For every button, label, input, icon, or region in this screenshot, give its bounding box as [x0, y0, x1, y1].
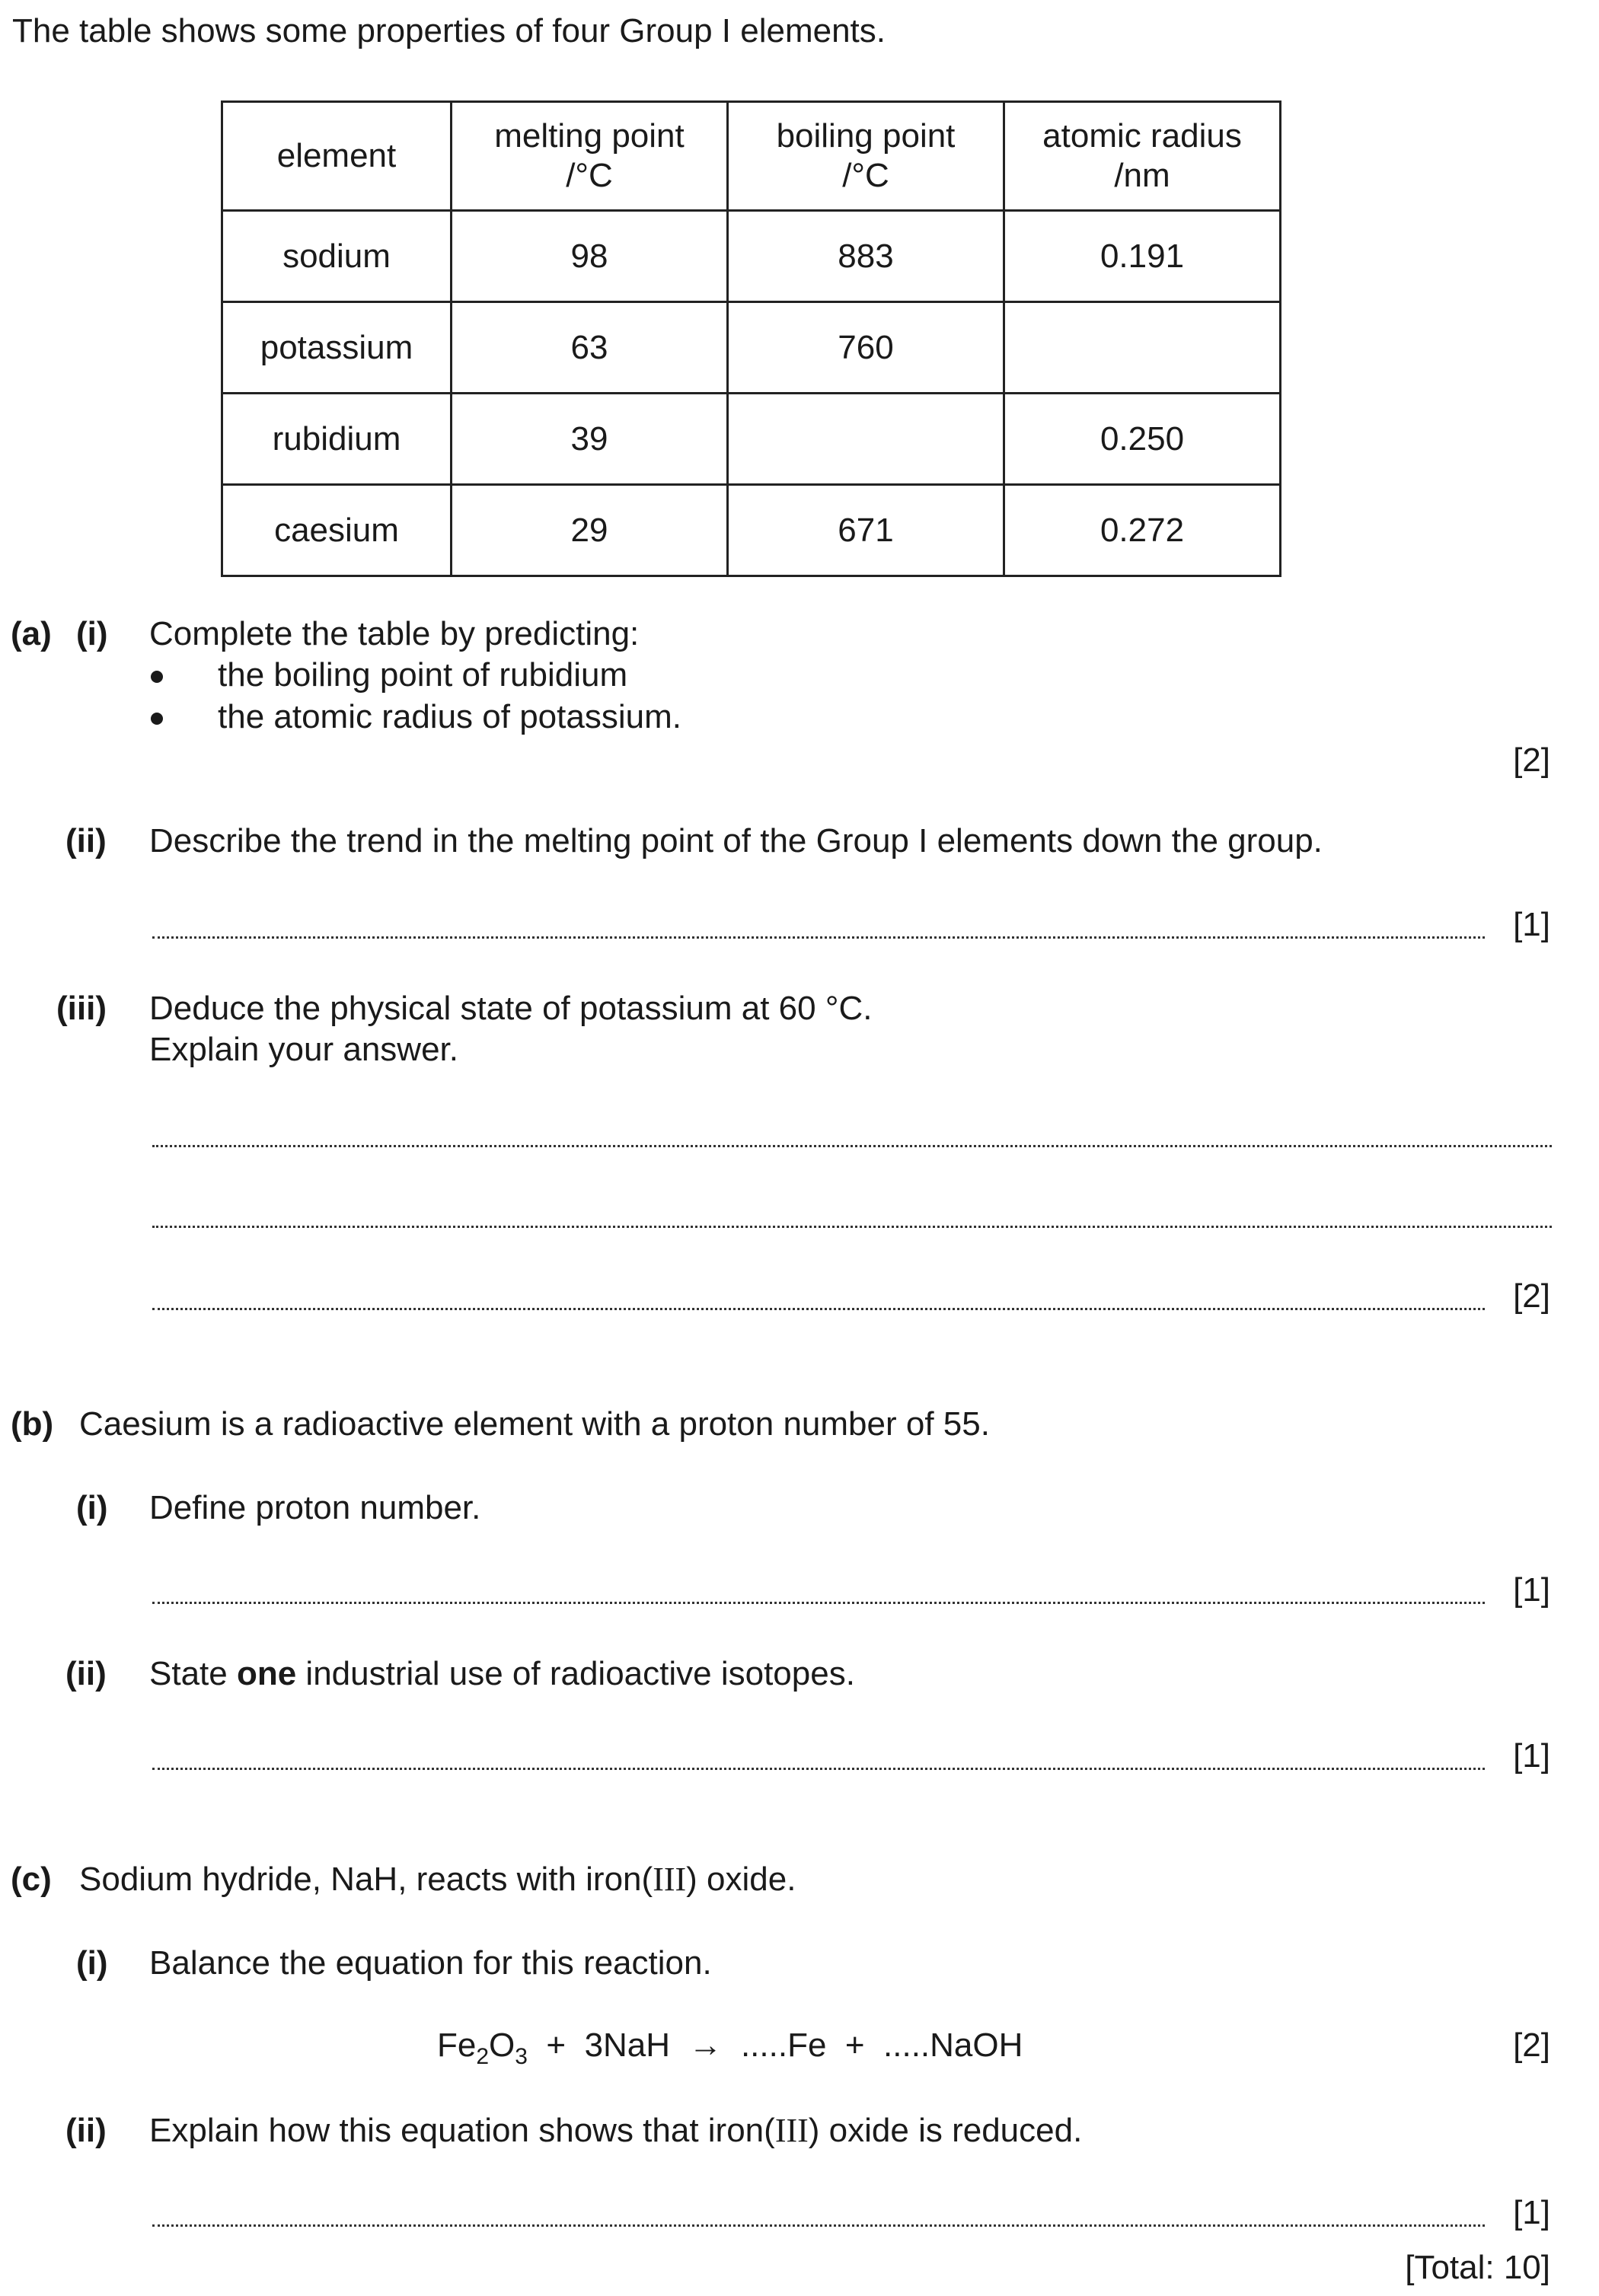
marks: [2]	[1513, 741, 1550, 779]
table-header-row	[222, 102, 1281, 211]
chemical-equation: $Fe_2O_3 + 3NaH \to .....Fe$ + .....NaOH	[437, 2027, 1023, 2069]
part-b-ii-label: (ii)	[65, 1655, 107, 1692]
total-marks: [Total: 10]	[1405, 2249, 1550, 2286]
cell-melting-point: 29	[452, 485, 728, 576]
table-row	[222, 211, 1281, 302]
marks: [2]	[1513, 1277, 1550, 1315]
cell-boiling-point: 760	[728, 302, 1004, 394]
answer-line[interactable]	[152, 1145, 1552, 1147]
answer-line[interactable]	[152, 1602, 1485, 1604]
marks: [1]	[1513, 906, 1550, 943]
cell-atomic-radius: 0.191	[1004, 211, 1281, 302]
bullet-item: the boiling point of rubidium	[218, 656, 628, 694]
bullet-item: the atomic radius of potassium.	[218, 698, 681, 735]
part-b-i-label: (i)	[76, 1489, 108, 1526]
table-row	[222, 394, 1281, 485]
intro-text: The table shows some properties of four Group I elements.	[12, 12, 886, 49]
answer-line[interactable]	[152, 2224, 1485, 2227]
header-atomic-radius: atomic radius /nm	[1004, 102, 1281, 211]
part-c-label: (c)	[11, 1861, 52, 1898]
part-a-ii-label: (ii)	[65, 822, 107, 859]
cell-element: rubidium	[222, 394, 452, 485]
answer-line[interactable]	[152, 1768, 1485, 1770]
part-a-iii-text: Explain your answer.	[149, 1031, 458, 1068]
part-b-text: Caesium is a radioactive element with a proton number of 55.	[79, 1405, 990, 1443]
table-row	[222, 302, 1281, 394]
answer-line[interactable]	[152, 1226, 1552, 1228]
part-b-i-text: Define proton number.	[149, 1489, 481, 1526]
cell-boiling-point: 671	[728, 485, 1004, 576]
header-boiling-point: boiling point /°C	[728, 102, 1004, 211]
cell-element: sodium	[222, 211, 452, 302]
part-b-label: (b)	[11, 1405, 54, 1443]
part-a-label: (a)	[11, 615, 52, 652]
part-a-ii-text: Describe the trend in the melting point of the Group I elements down the group.	[149, 822, 1323, 859]
cell-atomic-radius-blank[interactable]	[1004, 302, 1281, 394]
bullet-icon	[151, 713, 163, 725]
part-a-iii-text: Deduce the physical state of potassium at 60 °C.	[149, 990, 873, 1027]
bullet-icon	[151, 671, 163, 683]
cell-melting-point: 39	[452, 394, 728, 485]
cell-element: caesium	[222, 485, 452, 576]
marks: [1]	[1513, 1737, 1550, 1775]
part-b-ii-text: State one industrial use of radioactive isotopes.	[149, 1655, 855, 1692]
part-c-ii-text: Explain how this equation shows that iron(III) oxide is reduced.	[149, 2112, 1083, 2149]
properties-table	[221, 100, 1281, 577]
cell-boiling-point: 883	[728, 211, 1004, 302]
marks: [1]	[1513, 2194, 1550, 2231]
part-c-text: Sodium hydride, NaH, reacts with iron(III) oxide.	[79, 1861, 796, 1898]
cell-melting-point: 98	[452, 211, 728, 302]
part-c-i-label: (i)	[76, 1944, 108, 1982]
table-row	[222, 485, 1281, 576]
cell-atomic-radius: 0.250	[1004, 394, 1281, 485]
answer-line[interactable]	[152, 1308, 1485, 1310]
part-a-iii-label: (iii)	[56, 990, 107, 1027]
answer-line[interactable]	[152, 936, 1485, 939]
header-element: element	[222, 102, 452, 211]
marks: [2]	[1513, 2027, 1550, 2064]
marks: [1]	[1513, 1571, 1550, 1609]
part-a-i-label: (i)	[76, 615, 108, 652]
cell-element: potassium	[222, 302, 452, 394]
header-melting-point: melting point /°C	[452, 102, 728, 211]
part-a-i-text: Complete the table by predicting:	[149, 615, 640, 652]
cell-boiling-point-blank[interactable]	[728, 394, 1004, 485]
part-c-ii-label: (ii)	[65, 2112, 107, 2149]
cell-melting-point: 63	[452, 302, 728, 394]
cell-atomic-radius: 0.272	[1004, 485, 1281, 576]
part-c-i-text: Balance the equation for this reaction.	[149, 1944, 712, 1982]
